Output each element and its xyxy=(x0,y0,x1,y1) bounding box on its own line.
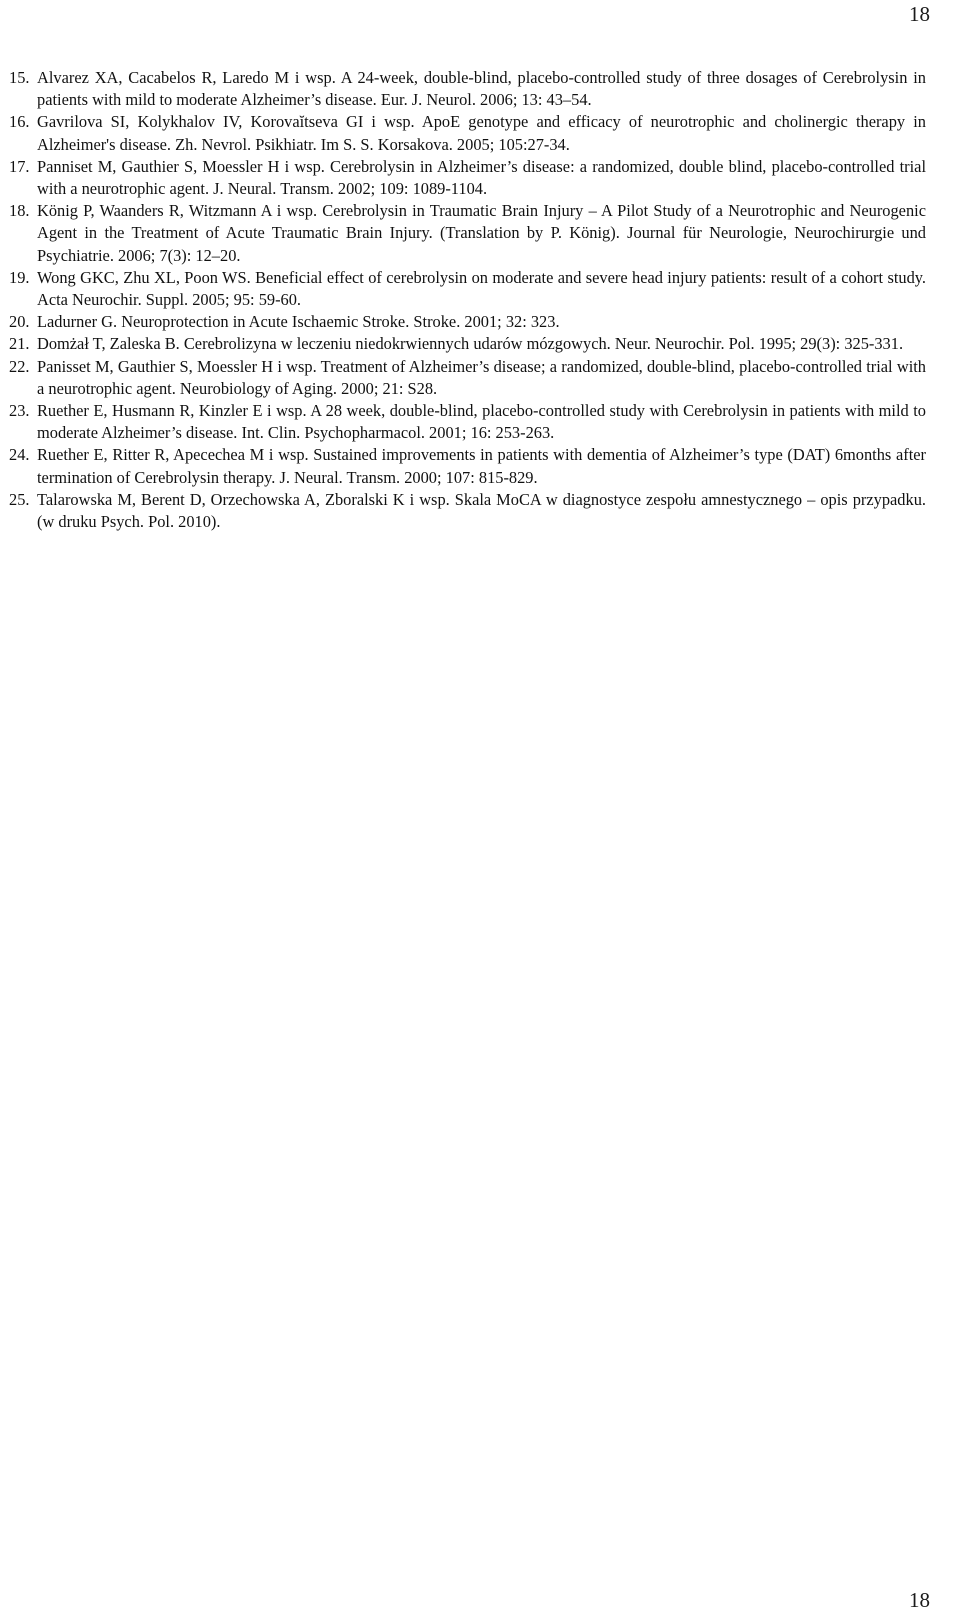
page-number-bottom: 18 xyxy=(909,1588,930,1612)
reference-item xyxy=(9,444,926,488)
reference-text: Domżał T, Zaleska B. Cerebrolizyna w leczeniu niedokrwiennych udarów mózgowych. Neur. Neurochir. Pol. 1995; 29(3): 325-331. xyxy=(37,334,904,354)
reference-item xyxy=(9,267,926,311)
reference-number: 18. xyxy=(9,201,30,221)
reference-text: Ruether E, Husmann R, Kinzler E i wsp. A 28 week, double-blind, placebo-controlled study with Cerebrolysin in patients with mild to moderate Alzheimer’s disease. Int. Clin. Psychopharmacol. 2001; 16: 253-263. xyxy=(37,401,926,443)
reference-list xyxy=(9,67,926,533)
reference-text: Talarowska M, Berent D, Orzechowska A, Zboralski K i wsp. Skala MoCA w diagnostyce zespołu amnestycznego – opis przypadku. (w druku Psych. Pol. 2010). xyxy=(37,489,926,532)
reference-number: 23. xyxy=(9,401,30,421)
reference-number: 22. xyxy=(9,356,30,376)
reference-number: 21. xyxy=(9,334,30,354)
reference-item xyxy=(9,111,926,155)
reference-text: Panniset M, Gauthier S, Moessler H i wsp. Cerebrolysin in Alzheimer’s disease: a randomized, double blind, placebo-controlled trial with a neurotrophic agent. J. Neural. Transm. 2002; 109: 1089-1104. xyxy=(37,156,926,199)
reference-item xyxy=(9,156,926,200)
reference-item xyxy=(9,356,926,400)
reference-item xyxy=(9,333,926,355)
reference-text: König P, Waanders R, Witzmann A i wsp. Cerebrolysin in Traumatic Brain Injury – A Pilot Study of a Neurotrophic and Neurogenic Agent in the Treatment of Acute Traumatic Brain Injury. (Translation by P. König). Journal für Neurologie, Neurochirurgie und Psychiatrie. 2006; 7(3): 12–20. xyxy=(37,201,926,265)
reference-text: Alvarez XA, Cacabelos R, Laredo M i wsp. A 24-week, double-blind, placebo-controlled study of three dosages of Cerebrolysin in patients with mild to moderate Alzheimer’s disease. Eur. J. Neurol. 2006; 13: 43–54. xyxy=(37,68,926,110)
reference-text: Panisset M, Gauthier S, Moessler H i wsp. Treatment of Alzheimer’s disease; a randomized, double-blind, placebo-controlled trial with a neurotrophic agent. Neurobiology of Aging. 2000; 21: S28. xyxy=(37,356,926,398)
reference-number: 25. xyxy=(9,489,30,509)
reference-item xyxy=(9,311,926,333)
reference-number: 15. xyxy=(9,68,30,87)
reference-number: 24. xyxy=(9,445,30,465)
reference-number: 20. xyxy=(9,312,30,332)
reference-number: 17. xyxy=(9,156,30,176)
reference-item xyxy=(9,67,926,111)
reference-text: Ruether E, Ritter R, Apecechea M i wsp. Sustained improvements in patients with dementia of Alzheimer’s type (DAT) 6months after termination of Cerebrolysin therapy. J. Neural. Transm. 2000; 107: 815-829. xyxy=(37,445,926,487)
page-number-top: 18 xyxy=(909,2,930,26)
reference-item xyxy=(9,489,926,533)
reference-text: Gavrilova SI, Kolykhalov IV, Korovaĭtseva GI i wsp. ApoE genotype and efficacy of neurotrophic and cholinergic therapy in Alzheimer's disease. Zh. Nevrol. Psikhiatr. Im S. S. Korsakova. 2005; 105:27-34. xyxy=(37,112,926,154)
reference-text: Wong GKC, Zhu XL, Poon WS. Beneficial effect of cerebrolysin on moderate and severe head injury patients: result of a cohort study. Acta Neurochir. Suppl. 2005; 95: 59-60. xyxy=(37,267,926,310)
reference-text: Ladurner G. Neuroprotection in Acute Ischaemic Stroke. Stroke. 2001; 32: 323. xyxy=(37,312,560,332)
reference-item xyxy=(9,200,926,267)
reference-item xyxy=(9,400,926,444)
reference-number: 19. xyxy=(9,267,30,287)
reference-number: 16. xyxy=(9,112,30,132)
